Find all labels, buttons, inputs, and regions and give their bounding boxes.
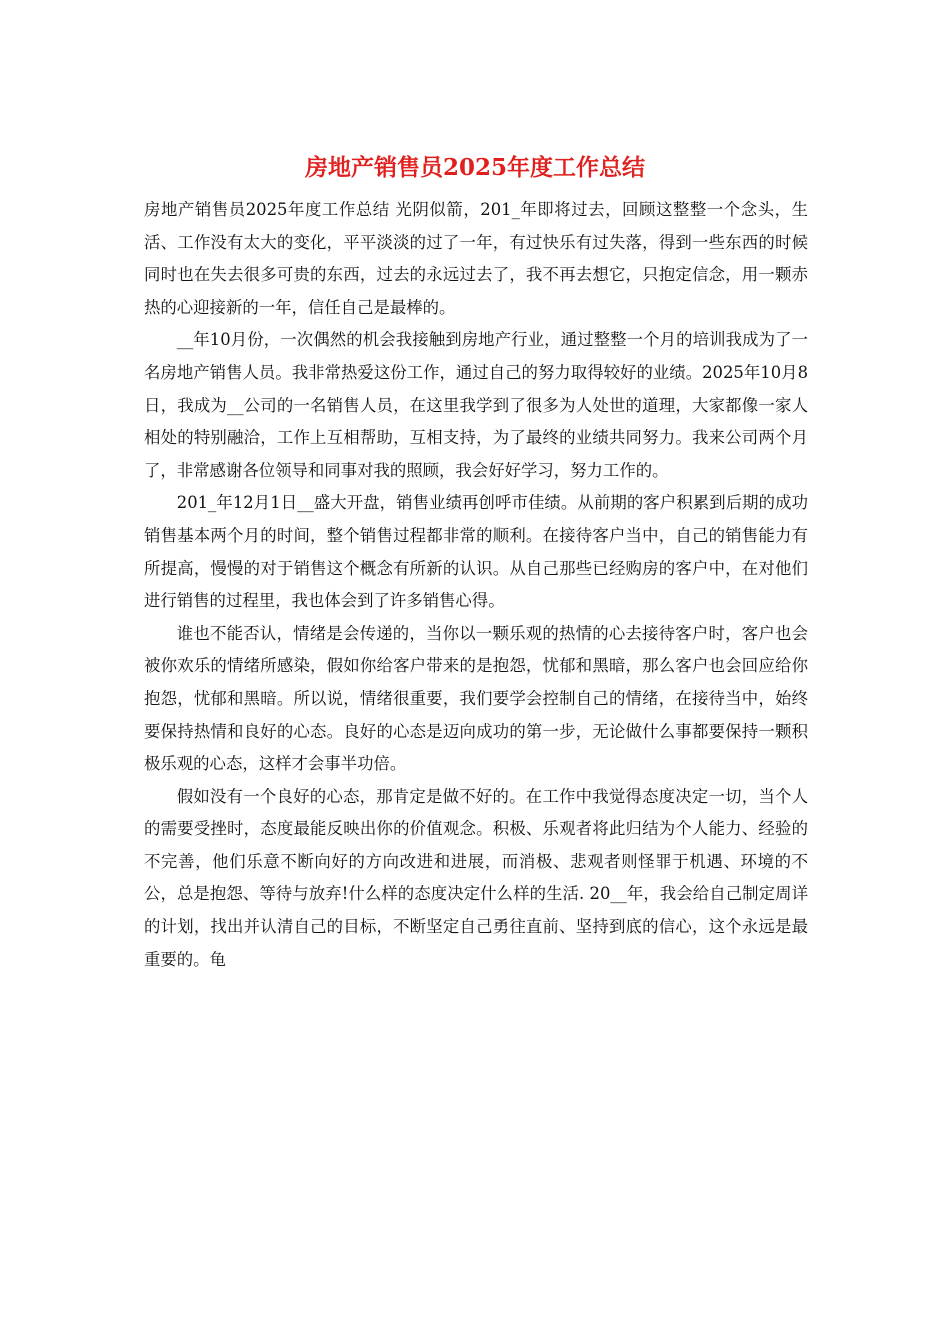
paragraph-4: 谁也不能否认，情绪是会传递的，当你以一颗乐观的热情的心去接待客户时，客户也会被你欢乐的情绪所感染，假如你给客户带来的是抱怨，忧郁和黑暗，那么客户也会回应给你抱怨，忧郁和黑暗。所以说，情绪很重要，我们要学会控制自己的情绪，在接待当中，始终要保持热情和良好的心态。良好的心态是迈向成功的第一步，无论做什么事都要保持一颗积极乐观的心态，这样才会事半功倍。 xyxy=(144,623,808,774)
paragraph-1: 房地产销售员2025年度工作总结 光阴似箭，201_年即将过去，回顾这整整一个念头，生活、工作没有太大的变化，平平淡淡的过了一年，有过快乐有过失落，得到一些东西的时候同时也在失去很多可贵的东西，过去的永远过去了，我不再去想它，只抱定信念，用一颗赤热的心迎接新的一年，信任自己是最棒的。 xyxy=(144,200,808,317)
paragraph-3: 201_年12月1日__盛大开盘，销售业绩再创呼市佳绩。从前期的客户积累到后期的成功销售基本两个月的时间，整个销售过程都非常的顺利。在接待客户当中，自己的销售能力有所提高，慢慢的对于销售这个概念有所新的认识。从自己那些已经购房的客户中，在对他们进行销售的过程里，我也体会到了许多销售心得。 xyxy=(144,493,808,611)
paragraph-5: 假如没有一个良好的心态，那肯定是做不好的。在工作中我觉得态度决定一切，当个人的需要受挫时，态度最能反映出你的价值观念。积极、乐观者将此归结为个人能力、经验的不完善，他们乐意不断向好的方向改进和进展，而消极、悲观者则怪罪于机遇、环境的不公，总是抱怨、等待与放弃!什么样的态度决定什么样的生活. 20__年，我会给自己制定周详的计划，找出并认清自己的目标，不断坚定自己勇往直前、坚持到底的信心，这个永远是最重要的。龟 xyxy=(144,786,808,969)
document-body xyxy=(144,194,808,976)
document-title: 房地产销售员2025年度工作总结 xyxy=(304,154,645,181)
paragraph-2: __年10月份，一次偶然的机会我接触到房地产行业，通过整整一个月的培训我成为了一名房地产销售人员。我非常热爱这份工作，通过自己的努力取得较好的业绩。2025年10月8日，我成为__公司的一名销售人员，在这里我学到了很多为人处世的道理，大家都像一家人相处的特别融洽，工作上互相帮助，互相支持，为了最终的业绩共同努力。我来公司两个月了，非常感谢各位领导和同事对我的照顾，我会好好学习，努力工作的。 xyxy=(144,330,808,480)
